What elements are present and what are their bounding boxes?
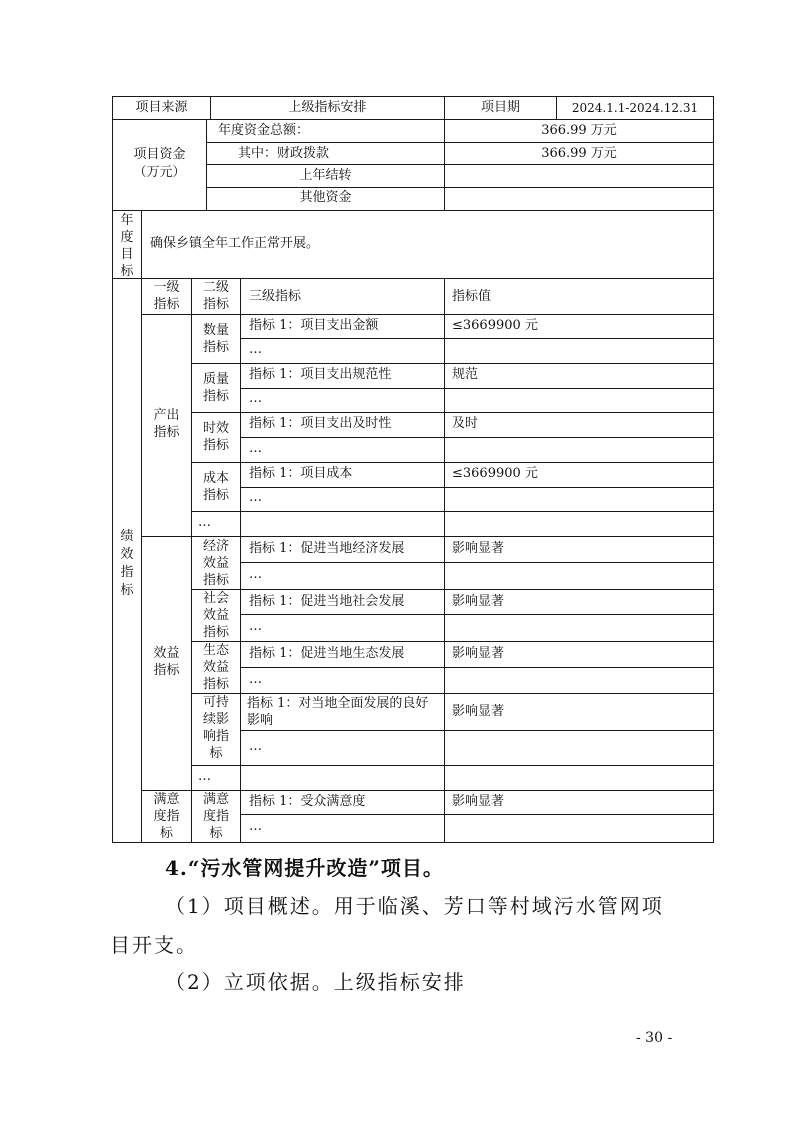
benefit-label [142, 645, 191, 679]
economic-label [192, 538, 240, 589]
col-header-level2-line: 指标 [202, 297, 229, 312]
cost-label-line: 指标 [202, 488, 229, 503]
funds-total-value: 366.99 万元 [541, 123, 617, 138]
satisfaction-label-line: 满意 [202, 792, 229, 807]
economic-label-line: 经济 [202, 539, 229, 554]
output-label-line: 指标 [153, 425, 180, 440]
social-more: … [249, 619, 262, 634]
annual-goal-label [113, 212, 141, 280]
economic-label-line: 指标 [202, 573, 229, 588]
social-label-line: 指标 [202, 625, 229, 640]
ecological-indicator: 指标 1：促进当地生态发展 [249, 646, 405, 661]
funds-other-label: 其他资金 [299, 190, 352, 205]
satisfaction-value: 影响显著 [452, 794, 505, 809]
sustainable-indicator-line: 影响 [247, 713, 274, 728]
satisfaction-more: … [249, 819, 262, 834]
ecological-label [192, 642, 240, 693]
source-label: 项目来源 [135, 100, 188, 115]
perf-label-char: 绩 [120, 529, 134, 544]
satisfaction-indicator: 指标 1：受众满意度 [249, 794, 366, 809]
cost-label [192, 470, 240, 504]
economic-label-line: 效益 [202, 556, 229, 571]
source-value: 上级指标安排 [288, 100, 367, 115]
quality-label-line: 指标 [202, 389, 229, 404]
sustainable-label-line: 可持 [202, 695, 229, 710]
economic-indicator: 指标 1：促进当地经济发展 [249, 541, 405, 556]
economic-value: 影响显著 [452, 541, 505, 556]
funds-label-line1: 项目资金 [133, 147, 186, 162]
page-number: - 30 - [636, 1030, 673, 1046]
perf-label-char: 指 [120, 565, 134, 580]
quality-more: … [249, 391, 262, 406]
sustainable-value: 影响显著 [452, 704, 505, 719]
quality-value: 规范 [452, 367, 479, 382]
satisfaction-group-label-line: 满意 [153, 792, 180, 807]
ecological-more: … [249, 672, 262, 687]
satisfaction-label-line: 度指 [202, 809, 229, 824]
ecological-label-line: 效益 [202, 660, 229, 675]
paragraph-1-line-1: （1）项目概述。用于临溪、芳口等村域污水管网项 [165, 894, 664, 918]
col-header-level1-line: 指标 [153, 297, 180, 312]
ecological-label-line: 指标 [202, 677, 229, 692]
col-header-level1 [142, 279, 191, 313]
perf-label-char: 效 [120, 547, 134, 562]
sustainable-label-line: 续影 [202, 712, 229, 727]
col-header-level2 [192, 279, 240, 313]
cost-indicator: 指标 1：项目成本 [249, 466, 353, 481]
economic-more: … [249, 567, 262, 582]
social-label [192, 590, 240, 641]
quality-indicator: 指标 1：项目支出规范性 [249, 367, 392, 382]
funds-total-label: 年度资金总额： [218, 123, 310, 138]
output-more: … [198, 515, 211, 530]
satisfaction-label-line: 标 [209, 826, 223, 841]
timeliness-label [192, 420, 240, 454]
timeliness-value: 及时 [452, 416, 479, 431]
satisfaction-label [192, 791, 240, 842]
annual-goal-label-char: 度 [120, 230, 134, 245]
col-header-value: 指标值 [452, 289, 492, 304]
benefit-label-line: 效益 [153, 646, 180, 661]
funds-carryover-label: 上年结转 [299, 168, 352, 183]
quantity-value: ≤3669900 元 [452, 318, 538, 333]
paragraph-2: （2）立项依据。上级指标安排 [165, 970, 466, 994]
social-label-line: 效益 [202, 608, 229, 623]
output-label [142, 407, 191, 441]
social-label-line: 社会 [202, 591, 229, 606]
ecological-label-line: 生态 [202, 643, 229, 658]
quantity-label [192, 322, 240, 356]
timeliness-label-line: 指标 [202, 438, 229, 453]
annual-goal-label-char: 标 [120, 264, 134, 279]
cost-more: … [249, 490, 262, 505]
period-label: 项目期 [480, 100, 520, 115]
col-header-level1-line: 一级 [153, 280, 180, 295]
satisfaction-group-label-line: 标 [159, 826, 173, 841]
col-header-level2-line: 二级 [202, 280, 229, 295]
quantity-indicator: 指标 1：项目支出金额 [249, 318, 379, 333]
quality-label [192, 371, 240, 405]
social-indicator: 指标 1：促进当地社会发展 [249, 594, 405, 609]
col-header-level3: 三级指标 [249, 289, 302, 304]
sustainable-label-line: 响指 [202, 729, 229, 744]
sustainable-label [192, 694, 240, 762]
sustainable-indicator [247, 695, 428, 729]
satisfaction-group-label-line: 度指 [153, 809, 180, 824]
ecological-value: 影响显著 [452, 646, 505, 661]
timeliness-more: … [249, 441, 262, 456]
annual-goal-label-char: 目 [120, 247, 134, 262]
quantity-label-line: 指标 [202, 340, 229, 355]
funds-label [113, 146, 206, 182]
output-label-line: 产出 [153, 408, 180, 423]
quantity-label-line: 数量 [202, 323, 229, 338]
funds-fiscal-value: 366.99 万元 [541, 146, 617, 161]
sustainable-label-line: 标 [209, 746, 223, 761]
timeliness-indicator: 指标 1：项目支出及时性 [249, 416, 392, 431]
cost-value: ≤3669900 元 [452, 466, 538, 481]
funds-label-line2: （万元） [133, 165, 186, 180]
quality-label-line: 质量 [202, 372, 229, 387]
benefit-label-line: 指标 [153, 663, 180, 678]
quantity-more: … [249, 342, 262, 357]
timeliness-label-line: 时效 [202, 421, 229, 436]
perf-label [113, 528, 141, 600]
funds-fiscal-label: 其中：财政拨款 [238, 146, 330, 161]
paragraph-1-line-2: 目开支。 [110, 933, 198, 957]
annual-goal-label-char: 年 [120, 213, 134, 228]
section-heading: 4.“污水管网提升改造”项目。 [165, 856, 444, 880]
perf-label-char: 标 [120, 583, 134, 598]
benefit-more: … [198, 769, 211, 784]
social-value: 影响显著 [452, 594, 505, 609]
sustainable-more: … [249, 739, 262, 754]
annual-goal-text: 确保乡镇全年工作正常开展。 [150, 236, 320, 251]
satisfaction-group-label [142, 791, 191, 842]
sustainable-indicator-line: 指标 1：对当地全面发展的良好 [247, 696, 429, 711]
cost-label-line: 成本 [202, 471, 229, 486]
period-value: 2024.1.1-2024.12.31 [571, 101, 699, 115]
